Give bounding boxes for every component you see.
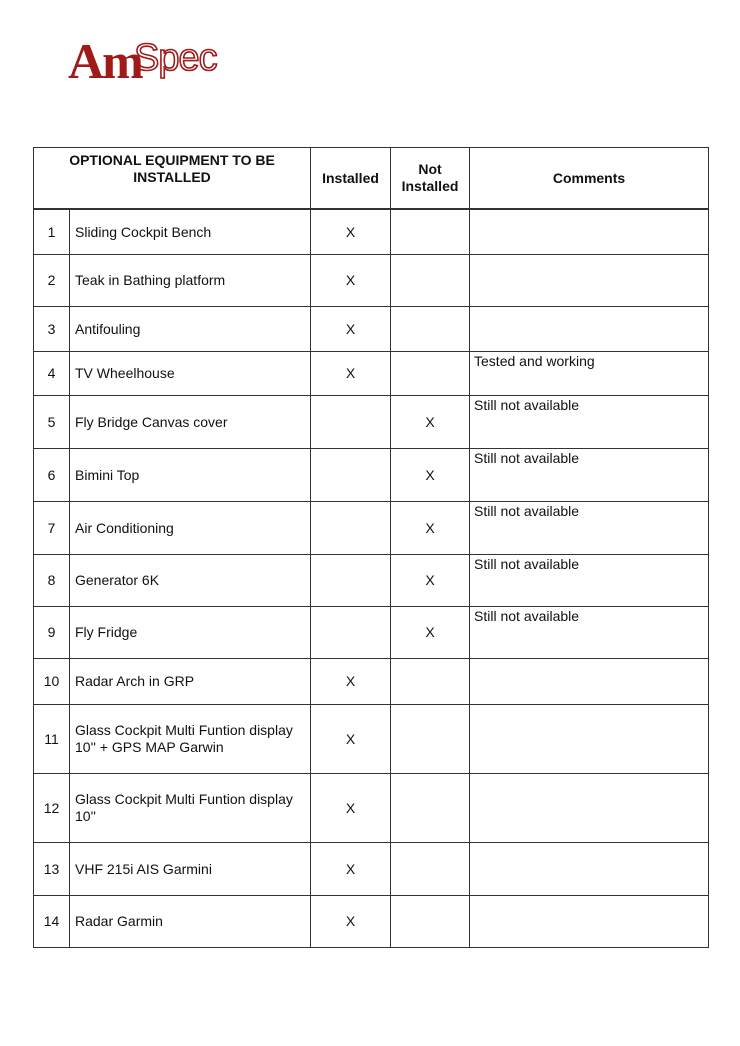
row-comment [470, 255, 709, 307]
row-installed-mark: X [311, 255, 391, 307]
row-installed-mark: X [311, 659, 391, 705]
row-installed-mark: X [311, 774, 391, 843]
row-installed-mark [311, 555, 391, 607]
row-comment [470, 896, 709, 948]
row-not-installed-mark [391, 307, 470, 352]
row-equipment-name: Radar Garmin [70, 896, 311, 948]
logo-am-text: Am [68, 33, 142, 89]
table-row [34, 255, 709, 307]
row-number: 14 [34, 896, 70, 948]
row-not-installed-mark: X [391, 502, 470, 555]
row-comment [470, 774, 709, 843]
table-row [34, 843, 709, 896]
table-row [34, 352, 709, 396]
row-number: 4 [34, 352, 70, 396]
row-comment: Still not available [470, 555, 709, 607]
row-not-installed-mark [391, 774, 470, 843]
row-comment [470, 659, 709, 705]
table-row [34, 449, 709, 502]
row-number: 7 [34, 502, 70, 555]
row-number: 5 [34, 396, 70, 449]
table-row [34, 659, 709, 705]
row-installed-mark [311, 396, 391, 449]
row-not-installed-mark [391, 255, 470, 307]
row-not-installed-mark: X [391, 449, 470, 502]
row-equipment-name: Glass Cockpit Multi Funtion display 10'' [70, 774, 311, 843]
table-row [34, 705, 709, 774]
row-installed-mark: X [311, 705, 391, 774]
row-number: 3 [34, 307, 70, 352]
row-number: 8 [34, 555, 70, 607]
equipment-rows [34, 210, 709, 948]
row-installed-mark: X [311, 352, 391, 396]
row-installed-mark [311, 607, 391, 659]
row-not-installed-mark: X [391, 396, 470, 449]
row-installed-mark [311, 449, 391, 502]
table-row [34, 396, 709, 449]
row-installed-mark: X [311, 307, 391, 352]
amspec-logo [68, 28, 228, 94]
row-not-installed-mark [391, 352, 470, 396]
row-number: 12 [34, 774, 70, 843]
row-number: 10 [34, 659, 70, 705]
row-equipment-name: Fly Fridge [70, 607, 311, 659]
row-number: 1 [34, 210, 70, 255]
header-not-installed: Not Installed [391, 148, 470, 209]
row-comment: Still not available [470, 502, 709, 555]
row-installed-mark: X [311, 210, 391, 255]
table-row [34, 502, 709, 555]
row-comment [470, 705, 709, 774]
logo-spec-text: Spec [134, 37, 217, 79]
table-row [34, 555, 709, 607]
optional-equipment-table [33, 147, 709, 948]
row-comment [470, 307, 709, 352]
row-comment [470, 210, 709, 255]
table-row [34, 307, 709, 352]
row-comment: Tested and working [470, 352, 709, 396]
row-equipment-name: Glass Cockpit Multi Funtion display 10'' + GPS MAP Garwin [70, 705, 311, 774]
row-equipment-name: Fly Bridge Canvas cover [70, 396, 311, 449]
row-comment: Still not available [470, 396, 709, 449]
logo-graphic [68, 28, 228, 94]
row-not-installed-mark [391, 843, 470, 896]
row-installed-mark [311, 502, 391, 555]
row-equipment-name: Antifouling [70, 307, 311, 352]
row-number: 2 [34, 255, 70, 307]
row-number: 6 [34, 449, 70, 502]
row-not-installed-mark: X [391, 607, 470, 659]
row-equipment-name: Bimini Top [70, 449, 311, 502]
table-row [34, 896, 709, 948]
row-not-installed-mark [391, 659, 470, 705]
table-row [34, 607, 709, 659]
table-row [34, 774, 709, 843]
header-equipment: OPTIONAL EQUIPMENT TO BE INSTALLED [34, 148, 311, 209]
row-equipment-name: Generator 6K [70, 555, 311, 607]
row-not-installed-mark [391, 896, 470, 948]
row-not-installed-mark [391, 705, 470, 774]
row-equipment-name: VHF 215i AIS Garmini [70, 843, 311, 896]
row-equipment-name: Air Conditioning [70, 502, 311, 555]
table-header-row [34, 148, 709, 209]
row-installed-mark: X [311, 896, 391, 948]
row-equipment-name: Teak in Bathing platform [70, 255, 311, 307]
row-number: 13 [34, 843, 70, 896]
row-number: 11 [34, 705, 70, 774]
row-comment: Still not available [470, 449, 709, 502]
row-not-installed-mark [391, 210, 470, 255]
header-comments: Comments [470, 148, 709, 209]
row-equipment-name: TV Wheelhouse [70, 352, 311, 396]
row-number: 9 [34, 607, 70, 659]
table-row [34, 210, 709, 255]
row-equipment-name: Sliding Cockpit Bench [70, 210, 311, 255]
row-equipment-name: Radar Arch in GRP [70, 659, 311, 705]
row-comment: Still not available [470, 607, 709, 659]
header-installed: Installed [311, 148, 391, 209]
row-comment [470, 843, 709, 896]
row-not-installed-mark: X [391, 555, 470, 607]
row-installed-mark: X [311, 843, 391, 896]
